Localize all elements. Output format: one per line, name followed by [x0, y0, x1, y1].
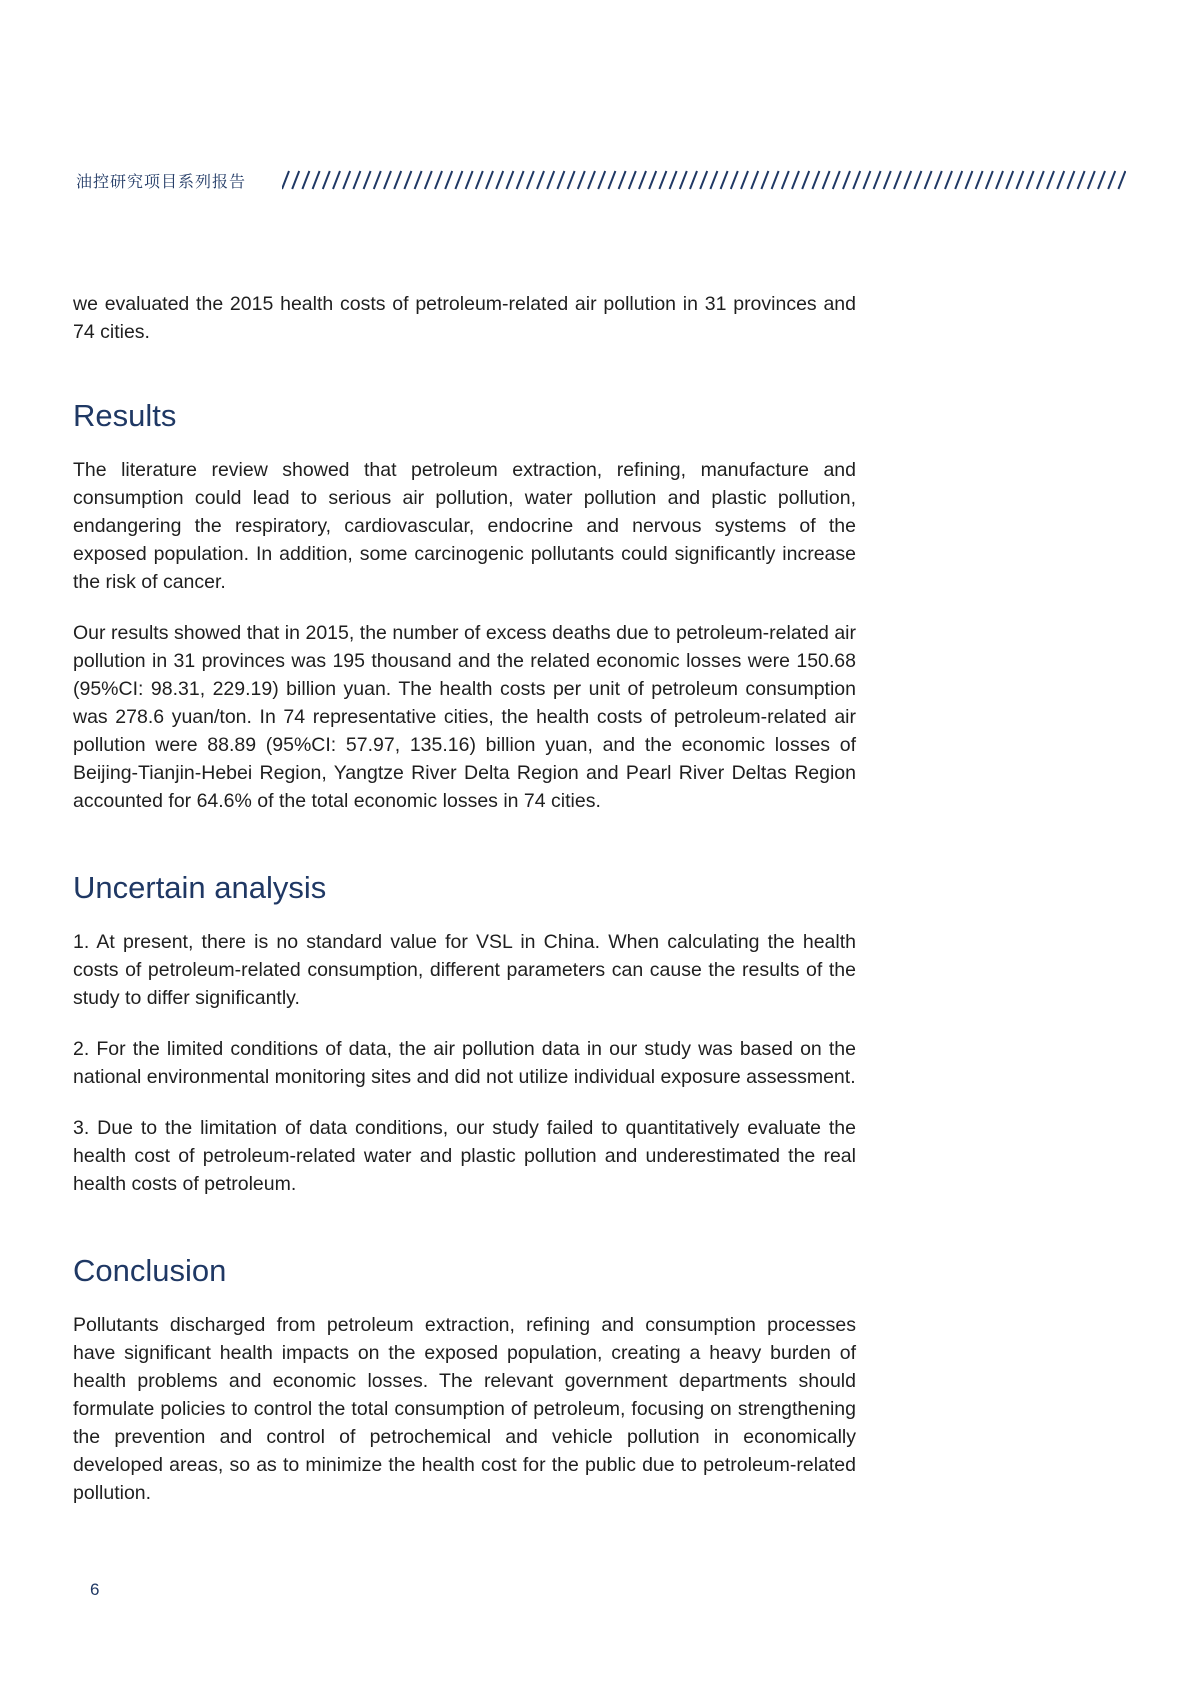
stripe-line — [935, 171, 942, 189]
stripe-line — [364, 171, 371, 189]
stripe-line — [1098, 171, 1105, 189]
report-series-title: 油控研究项目系列报告 — [76, 174, 247, 191]
stripe-line — [802, 171, 809, 189]
stripe-line — [761, 171, 768, 189]
stripe-line — [955, 171, 962, 189]
stripe-line — [751, 171, 758, 189]
stripe-line — [1118, 171, 1125, 189]
stripe-line — [721, 171, 728, 189]
stripe-line — [772, 171, 779, 189]
stripe-line — [292, 171, 299, 189]
results-heading: Results — [73, 398, 177, 433]
stripe-line — [843, 171, 850, 189]
stripe-line — [496, 171, 503, 189]
stripe-line — [353, 171, 360, 189]
stripe-line — [1006, 171, 1013, 189]
stripe-line — [568, 171, 575, 189]
stripe-line — [323, 171, 330, 189]
stripe-line — [1057, 171, 1064, 189]
stripe-line — [343, 171, 350, 189]
stripe-line — [823, 171, 830, 189]
stripe-line — [302, 171, 309, 189]
stripe-line — [996, 171, 1003, 189]
stripe-line — [282, 171, 289, 189]
stripe-line — [1078, 171, 1085, 189]
stripe-line — [680, 171, 687, 189]
main-content — [73, 290, 856, 1507]
stripe-line — [466, 171, 473, 189]
stripe-line — [884, 171, 891, 189]
stripe-line — [731, 171, 738, 189]
stripe-line — [639, 171, 646, 189]
stripe-line — [976, 171, 983, 189]
stripe-line — [445, 171, 452, 189]
stripe-line — [1037, 171, 1044, 189]
stripe-line — [1047, 171, 1054, 189]
stripe-line — [486, 171, 493, 189]
stripe-line — [476, 171, 483, 189]
stripe-line — [608, 171, 615, 189]
stripe-line — [1027, 171, 1034, 189]
uncertain-paragraph-3: 3. Due to the limitation of data conditions, our study failed to quantitatively evaluate the health cost of petroleum-related water and plastic pollution and underestimated the real health costs of petroleum. — [73, 1117, 856, 1195]
stripe-line — [313, 171, 320, 189]
uncertain-paragraph-1: 1. At present, there is no standard value for VSL in China. When calculating the health costs of petroleum-related consumption, different parameters can cause the results of the study to differ significantly. — [73, 931, 856, 1009]
stripe-line — [904, 171, 911, 189]
stripe-line — [874, 171, 881, 189]
stripe-line — [588, 171, 595, 189]
stripe-line — [629, 171, 636, 189]
stripe-line — [435, 171, 442, 189]
stripe-line — [1067, 171, 1074, 189]
results-paragraph-1: The literature review showed that petroleum extraction, refining, manufacture and consumption could lead to serious air pollution, water pollution and plastic pollution, endangering the respiratory, cardiovascular, endocrine and nervous systems of the exposed population. In addition, some carcinogenic pollutants could significantly increase the risk of cancer. — [73, 459, 856, 593]
stripe-line — [374, 171, 381, 189]
stripe-line — [455, 171, 462, 189]
conclusion-paragraph: Pollutants discharged from petroleum extraction, refining and consumption processes have significant health impacts on the exposed population, creating a heavy burden of health problems and economic losses. The relevant government departments should formulate policies to control the total consumption of petroleum, focusing on strengthening the prevention and control of petrochemical and vehicle pollution in economically developed areas, so as to minimize the health cost for the public due to petroleum-related pollution. — [73, 1314, 856, 1504]
stripe-line — [394, 171, 401, 189]
stripe-line — [659, 171, 666, 189]
stripe-line — [863, 171, 870, 189]
stripe-line — [690, 171, 697, 189]
page-header — [76, 168, 1126, 192]
stripe-line — [986, 171, 993, 189]
stripe-line — [547, 171, 554, 189]
stripe-line — [853, 171, 860, 189]
stripe-line — [925, 171, 932, 189]
stripe-line — [945, 171, 952, 189]
stripe-line — [894, 171, 901, 189]
stripe-line — [792, 171, 799, 189]
stripe-line — [1088, 171, 1095, 189]
stripe-line — [1108, 171, 1115, 189]
stripe-line — [578, 171, 585, 189]
conclusion-heading: Conclusion — [73, 1253, 227, 1288]
intro-paragraph: we evaluated the 2015 health costs of petroleum-related air pollution in 31 provinces and 74 cities. — [73, 293, 856, 343]
stripe-line — [404, 171, 411, 189]
stripe-line — [557, 171, 564, 189]
stripe-line — [710, 171, 717, 189]
page-number: 6 — [90, 1580, 100, 1599]
stripe-line — [333, 171, 340, 189]
stripe-line — [425, 171, 432, 189]
stripe-line — [517, 171, 524, 189]
stripe-line — [649, 171, 656, 189]
stripe-line — [415, 171, 422, 189]
stripe-line — [384, 171, 391, 189]
stripe-line — [965, 171, 972, 189]
decorative-stripes — [282, 170, 1126, 190]
stripe-line — [1016, 171, 1023, 189]
stripe-line — [914, 171, 921, 189]
stripe-line — [812, 171, 819, 189]
stripe-line — [741, 171, 748, 189]
results-paragraph-2: Our results showed that in 2015, the number of excess deaths due to petroleum-related air pollution in 31 provinces was 195 thousand and the related economic losses were 150.68 (95%CI: 98.31, 229.19) billion yuan. The health costs per unit of petroleum consumption was 278.6 yuan/ton. In 74 representative cities, the health costs of petroleum-related air pollution were 88.89 (95%CI: 57.97, 135.16) billion yuan, and the economic losses of Beijing-Tianjin-Hebei Region, Yangtze River Delta Region and Pearl River Deltas Region accounted for 64.6% of the total economic losses in 74 cities. — [73, 622, 856, 812]
stripe-line — [670, 171, 677, 189]
stripe-line — [598, 171, 605, 189]
stripe-line — [527, 171, 534, 189]
stripe-line — [537, 171, 544, 189]
stripe-line — [506, 171, 513, 189]
stripe-line — [700, 171, 707, 189]
stripe-line — [619, 171, 626, 189]
uncertain-analysis-heading: Uncertain analysis — [73, 870, 327, 905]
uncertain-paragraph-2: 2. For the limited conditions of data, the air pollution data in our study was based on the national environmental monitoring sites and did not utilize individual exposure assessment. — [73, 1038, 856, 1088]
stripe-line — [782, 171, 789, 189]
stripe-line — [833, 171, 840, 189]
